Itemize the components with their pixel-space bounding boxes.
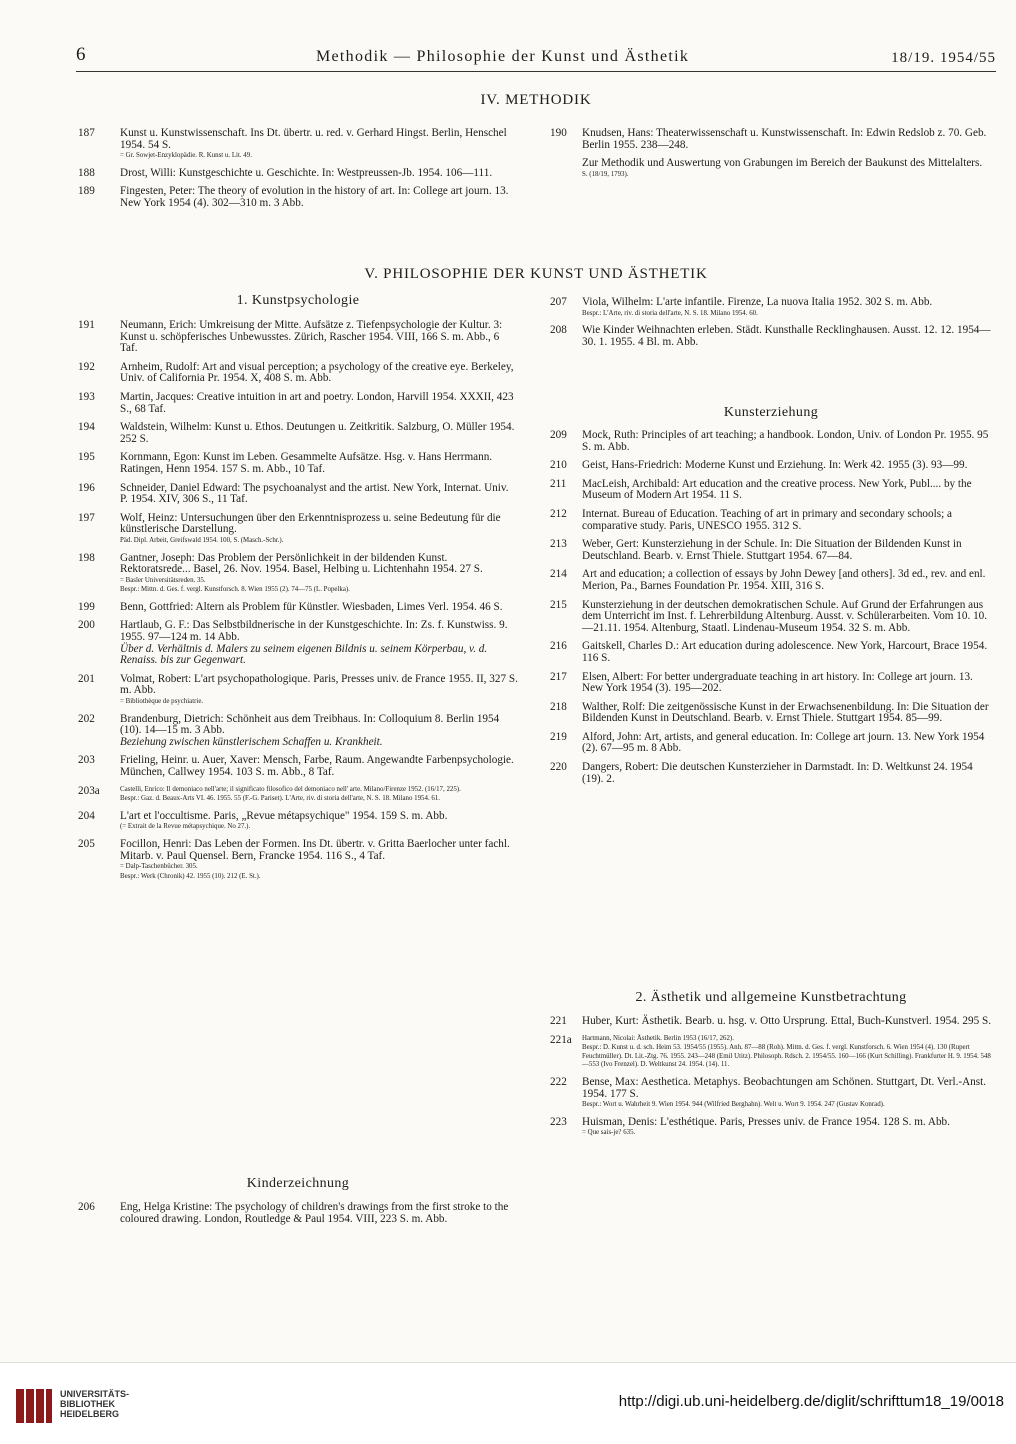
bib-entry: [78, 362, 518, 385]
entry-text: Bense, Max: Aesthetica. Metaphys. Beobachtungen am Schönen. Stuttgart, Dt. Verl.-Anst. 1954. 177 S.: [582, 1075, 987, 1100]
entry-text: Martin, Jacques: Creative intuition in art and poetry. London, Harvill 1954. XXXII, 423 S., 68 Taf.: [120, 390, 514, 415]
bib-entry: [550, 672, 992, 695]
bib-entry: [78, 128, 518, 161]
entry-note: Bespr.: Werk (Chronik) 42. 1955 (10). 212 (E. St.).: [120, 872, 261, 880]
permalink-url[interactable]: http://digi.ub.uni-heidelberg.de/diglit/schrifttum18_19/0018: [618, 1393, 1004, 1410]
bib-entry: [550, 158, 992, 179]
bib-entry: [78, 674, 518, 707]
aesthetics-column: [550, 1016, 992, 1145]
bib-entry: [78, 811, 518, 832]
entry-number: 209: [550, 429, 567, 441]
entry-note: Bespr.: Wort u. Wahrheit 9. Wien 1954. 944 (Wilfried Berghahn). Welt u. Wort 9. 1954. 247 (Gustav Konrad).: [582, 1101, 885, 1109]
entry-note: (= Extrait de la Revue métapsychique. No 27.).: [120, 823, 251, 831]
entry-number: 214: [550, 568, 567, 581]
bib-entry: [550, 297, 992, 318]
running-title: Methodik — Philosophie der Kunst und Ästhetik: [316, 48, 690, 65]
entry-number: 200: [78, 619, 95, 632]
entry-note: S. (18/19, 1793).: [582, 170, 629, 178]
entry-number: 195: [78, 451, 95, 464]
entry-text: Art and education; a collection of essays by John Dewey [and others]. 3d ed., rev. and enl. Merion, Pa., Barnes Foundation Pr. 1954. XIII, 316 S.: [582, 568, 986, 592]
entry-number: 218: [550, 700, 567, 713]
entry-annotation: Über d. Verhältnis d. Malers zu seinem eigenen Bildnis u. seinem Körperbau, v. d. Renaiss. bis zur Gegenwart.: [120, 642, 488, 667]
entry-number: 192: [78, 360, 95, 373]
bib-entry: [550, 702, 992, 725]
bib-entry: [550, 732, 992, 755]
bib-entry: [550, 1077, 992, 1110]
section-philosophie: V. PHILOSOPHIE DER KUNST UND ÄSTHETIK: [364, 266, 708, 282]
entry-text: Eng, Helga Kristine: The psychology of children's drawings from the first stroke to the coloured drawing. London, Routledge & Paul 1954. VIII, 223 S. m. Abb.: [120, 1201, 509, 1225]
bib-entry: [78, 786, 518, 804]
entry-note: Päd. Dipl. Arbeit, Greifswald 1954. 100, S. (Masch.-Schr.).: [120, 536, 284, 544]
bib-entry: [78, 553, 518, 595]
entry-number: 205: [78, 837, 95, 850]
methodik-right-column: [550, 128, 992, 186]
bib-entry: [78, 602, 518, 614]
entry-text: Kunsterziehung in der deutschen demokratischen Schule. Auf Grund der Erfahrungen aus dem Unterricht im Inst. f. Lehrerbildung Altenburg. Ausst. v. Schülerarbeiten. Vom 10. 10.—21.11. 1954. Altenburg, Staatl. Lindenau-Museum 1954. 32 S. m. Abb.: [582, 598, 988, 634]
entry-number: 215: [550, 598, 567, 611]
entry-number: 208: [550, 324, 567, 337]
entry-text: Huisman, Denis: L'esthétique. Paris, Presses univ. de France 1954. 128 S. m. Abb.: [582, 1115, 950, 1128]
entry-number: 206: [78, 1201, 95, 1213]
bib-entry: [78, 714, 518, 749]
bib-entry: [78, 755, 518, 778]
entry-text: Elsen, Albert: For better undergraduate teaching in art history. In: College art journ. 13. New York 1954 (3). 195—202.: [582, 670, 973, 695]
bib-entry: [78, 392, 518, 415]
bib-entry: [550, 569, 992, 592]
entry-text: Schneider, Daniel Edward: The psychoanalyst and the artist. New York, Internat. Univ. P. 1954. XIV, 306 S., 11 Taf.: [120, 481, 509, 506]
bib-entry: [550, 1016, 992, 1028]
entry-text: Mock, Ruth: Principles of art teaching; a handbook. London, Univ. of London Pr. 1955. 95 S. m. Abb.: [582, 429, 989, 453]
entry-text: Waldstein, Wilhelm: Kunst u. Ethos. Deutungen u. Zeitkritik. Salzburg, O. Müller 1954. 252 S.: [120, 421, 515, 445]
section-methodik: IV. METHODIK: [480, 92, 592, 108]
entry-note: Bespr.: L'Arte, riv. di storia dell'arte, N. S. 18. Milano 1954. 60.: [582, 309, 758, 317]
entry-note: Hartmann, Nicolai: Ästhetik. Berlin 1953 (16/17, 262).: [582, 1034, 734, 1042]
entry-number: 222: [550, 1075, 567, 1088]
entry-text: Wolf, Heinz: Untersuchungen über den Erkenntnisprozess u. seine Bedeutung für die künstlerische Darstellung.: [120, 511, 501, 536]
entry-number: 202: [78, 712, 95, 725]
entry-note: Castelli, Enrico: Il demoniaco nell'arte; il significato filosofico del demoniaco nell' arte. Milano/Firenze 1952. (16/17, 225).: [120, 785, 461, 793]
psychology-right-column: [550, 297, 992, 355]
bib-entry: [78, 186, 518, 209]
entry-text: Brandenburg, Dietrich: Schönheit aus dem Treibhaus. In: Colloquium 8. Berlin 1954 (10). 14—15 m. 3 Abb.: [120, 712, 500, 737]
bib-entry: [550, 1035, 992, 1070]
bib-entry: [550, 1117, 992, 1138]
bib-entry: [78, 168, 518, 180]
art-education-column: [550, 430, 992, 792]
entry-text: Gantner, Joseph: Das Problem der Persönlichkeit in der bildenden Kunst. Rektoratsrede... Basel, 26. Nov. 1954. Basel, Helbing u. Lichtenhahn 1954. 27 S.: [120, 551, 483, 576]
entry-number: 211: [550, 477, 567, 490]
entry-text: Weber, Gert: Kunsterziehung in der Schule. In: Die Situation der Bildenden Kunst in Deutschland. Bearb. v. Ernst Thiele. Stuttgart 1954. 67—84.: [582, 538, 962, 562]
entry-text: Focillon, Henri: Das Leben der Formen. Ins Dt. übertr. v. Gritta Baerlocher unter fachl. Mitarb. v. Paul Quensel. Bern, Francke 1954. 116 S., 4 Taf.: [120, 837, 510, 862]
bib-entry: [550, 600, 992, 635]
entry-note: = Gr. Sowjet-Enzyklopädie. R. Kunst u. Lit. 49.: [120, 152, 252, 160]
entry-number: 198: [78, 551, 95, 564]
entry-text: Frieling, Heinr. u. Auer, Xaver: Mensch, Farbe, Raum. Angewandte Farbenpsychologie. München, Callwey 1954. 103 S. m. Abb., 8 Taf.: [120, 754, 514, 778]
entry-number: 220: [550, 761, 567, 774]
header-rule: [76, 71, 996, 72]
bib-entry: [550, 430, 992, 453]
subsection-kunstpsychologie: 1. Kunstpsychologie: [236, 293, 360, 308]
entry-note: Bespr.: D. Kunst u. d. sch. Heim 53. 1954/55 (1955). Anh. 87—88 (Roh). Mittn. d. Ges. f. vergl. Kunstforsch. 6. Wien 1954 (4). 130 (Rupert Feuchtmüller). Dt. Lit.-Ztg. 76. 1955. 243—248 (Emil Utitz). Philosoph. Rdsch. 2. 1954/55. 160—166 (Kurt Schilling). Frankfurter H. 9. 1954. 548—553 (Ivo Frenzel). D. Weltkunst 24. 1954. (14). 11.: [582, 1044, 991, 1069]
bib-entry: [550, 325, 992, 348]
bib-entry: [550, 460, 992, 472]
entry-text: Huber, Kurt: Ästhetik. Bearb. u. hsg. v. Otto Ursprung. Ettal, Buch-Kunstverl. 1954. 295 S.: [582, 1015, 991, 1027]
entry-number: 219: [550, 730, 567, 743]
entry-text: Alford, John: Art, artists, and general education. In: College art journ. 13. New York 1954 (2). 67—95 m. 8 Abb.: [582, 730, 985, 755]
bib-entry: [550, 509, 992, 532]
entry-text: L'art et l'occultisme. Paris, „Revue métapsychique" 1954. 159 S. m. Abb.: [120, 809, 448, 822]
entry-number: 201: [78, 672, 95, 685]
volume-label: 18/19. 1954/55: [891, 50, 996, 66]
entry-text: Drost, Willi: Kunstgeschichte u. Geschichte. In: Westpreussen-Jb. 1954. 106—111.: [120, 166, 493, 179]
entry-text: MacLeish, Archibald: Art education and the creative process. New York, Publ.... by the Museum of Modern Art 1954. 11 S.: [582, 477, 972, 502]
entry-note: Bespr.: Mittn. d. Ges. f. vergl. Kunstforsch. 8. Wien 1955 (2). 74—75 (L. Popelka).: [120, 586, 350, 594]
entry-number: 188: [78, 166, 95, 179]
entry-text: Walther, Rolf: Die zeitgenössische Kunst in der Erwachsenenbildung. In: Die Situation der Bildenden Kunst in Deutschland. Bearb. v. Ernst Thiele. Stuttgart 1954. 85—99.: [582, 700, 989, 725]
bib-entry: [78, 620, 518, 666]
entry-number: 187: [78, 127, 95, 139]
entry-note: = Basler Universitätsreden. 35.: [120, 576, 206, 584]
entry-number: 223: [550, 1115, 567, 1128]
entry-number: 190: [550, 127, 567, 139]
library-name: UNIVERSITÄTS- BIBLIOTHEK HEIDELBERG: [60, 1389, 130, 1419]
entry-text: Hartlaub, G. F.: Das Selbstbildnerische in der Kunstgeschichte. In: Zs. f. Kunstwiss. 9. 1955. 97—124 m. 14 Abb.: [120, 619, 508, 644]
entry-number: 203a: [78, 784, 100, 797]
entry-text: Volmat, Robert: L'art psychopathologique. Paris, Presses univ. de France 1955. II, 327 S. m. Abb.: [120, 672, 518, 697]
bib-entry: [78, 839, 518, 881]
entry-number: 196: [78, 481, 95, 494]
footer-bar: [0, 1362, 1016, 1444]
entry-number: 212: [550, 507, 567, 520]
entry-number: 191: [78, 319, 95, 331]
entry-number: 189: [78, 185, 95, 198]
entry-text: Viola, Wilhelm: L'arte infantile. Firenze, La nuova Italia 1952. 302 S. m. Abb.: [582, 296, 933, 308]
entry-note: = Que sais-je? 635.: [582, 1129, 636, 1137]
page-number: 6: [76, 44, 86, 65]
entry-number: 199: [78, 600, 95, 613]
page-header: [76, 44, 996, 74]
entry-number: 207: [550, 296, 567, 308]
entry-number: 210: [550, 459, 567, 472]
bib-entry: [550, 479, 992, 502]
entry-text: Arnheim, Rudolf: Art and visual perception; a psychology of the creative eye. Berkeley, Univ. of California Pr. 1954. X, 408 S. m. Abb.: [120, 360, 514, 385]
library-logo-icon: [14, 1385, 54, 1427]
bib-entry: [78, 320, 518, 355]
entry-text: Neumann, Erich: Umkreisung der Mitte. Aufsätze z. Tiefenpsychologie der Kultur. 3: Kunst u. schöpferisches Unbewusstes. Zürich, Rascher 1954. VIII, 166 S. m. Abb., 6 Taf.: [120, 319, 503, 355]
entry-note: = Dalp-Taschenbücher. 305.: [120, 863, 198, 871]
entry-number: 204: [78, 809, 95, 822]
entry-text: Wie Kinder Weihnachten erleben. Städt. Kunsthalle Recklinghausen. Ausst. 12. 12. 1954—30. 1. 1955. 4 Bl. m. Abb.: [582, 324, 991, 348]
bib-entry: [550, 539, 992, 562]
entry-text: Knudsen, Hans: Theaterwissenschaft u. Kunstwissenschaft. In: Edwin Redslob z. 70. Geb. Berlin 1955. 238—248.: [582, 127, 987, 151]
entry-text: Benn, Gottfried: Altern als Problem für Künstler. Wiesbaden, Limes Verl. 1954. 46 S.: [120, 600, 503, 613]
bib-entry: [78, 1202, 518, 1225]
entry-number: 221a: [550, 1033, 572, 1046]
entry-number: 217: [550, 670, 567, 683]
bib-entry: [550, 762, 992, 785]
entry-number: 194: [78, 421, 95, 434]
entry-text: Zur Methodik und Auswertung von Grabungen im Bereich der Baukunst des Mittelalters.: [582, 157, 983, 170]
entry-text: Dangers, Robert: Die deutschen Kunsterzieher in Darmstadt. In: D. Weltkunst 24. 1954 (19). 2.: [582, 761, 973, 785]
children-drawing-column: [78, 1202, 518, 1232]
entry-number: 193: [78, 390, 95, 403]
methodik-left-column: [78, 128, 518, 217]
entry-number: 203: [78, 754, 95, 767]
bib-entry: [550, 641, 992, 664]
subsection-kunsterziehung: Kunsterziehung: [723, 405, 819, 420]
bib-entry: [78, 422, 518, 445]
bib-entry: [78, 483, 518, 506]
entry-text: Kunst u. Kunstwissenschaft. Ins Dt. übertr. u. red. v. Gerhard Hingst. Berlin, Henschel 1954. 54 S.: [120, 127, 507, 151]
subsection-kinderzeichnung: Kinderzeichnung: [246, 1176, 350, 1191]
entry-number: 213: [550, 538, 567, 551]
entry-annotation: Beziehung zwischen künstlerischem Schaffen u. Krankheit.: [120, 735, 383, 748]
entry-text: Internat. Bureau of Education. Teaching of art in primary and secondary schools; a comparative study. Paris, UNESCO 1955. 312 S.: [582, 507, 952, 532]
entry-number: 216: [550, 640, 567, 653]
psychology-left-column: [78, 320, 518, 888]
entry-text: Gaitskell, Charles D.: Art education during adolescence. New York, Harcourt, Brace 1954. 116 S.: [582, 640, 988, 664]
bib-entry: [550, 128, 992, 151]
entry-number: 221: [550, 1015, 567, 1027]
subsection-aesthetik: 2. Ästhetik und allgemeine Kunstbetrachtung: [635, 990, 907, 1005]
entry-number: 197: [78, 511, 95, 524]
entry-text: Kornmann, Egon: Kunst im Leben. Gesammelte Aufsätze. Hsg. v. Hans Herrmann. Ratingen, Henn 1954. 157 S. m. Abb., 10 Taf.: [120, 451, 493, 475]
bib-entry: [78, 452, 518, 475]
entry-text: Fingesten, Peter: The theory of evolution in the history of art. In: College art journ. 13. New York 1954 (4). 302—310 m. 3 Abb.: [120, 185, 509, 209]
entry-text: Geist, Hans-Friedrich: Moderne Kunst und Erziehung. In: Werk 42. 1955 (3). 93—99.: [582, 459, 968, 472]
entry-note: Bespr.: Gaz. d. Beaux-Arts VI. 46. 1955. 55 (F.-G. Pariset). L'Arte, riv. di storia dell'arte, N. S. 18. Milano 1954. 61.: [120, 795, 440, 803]
entry-note: = Bibliothèque de psychiatrie.: [120, 698, 204, 706]
bib-entry: [78, 513, 518, 546]
